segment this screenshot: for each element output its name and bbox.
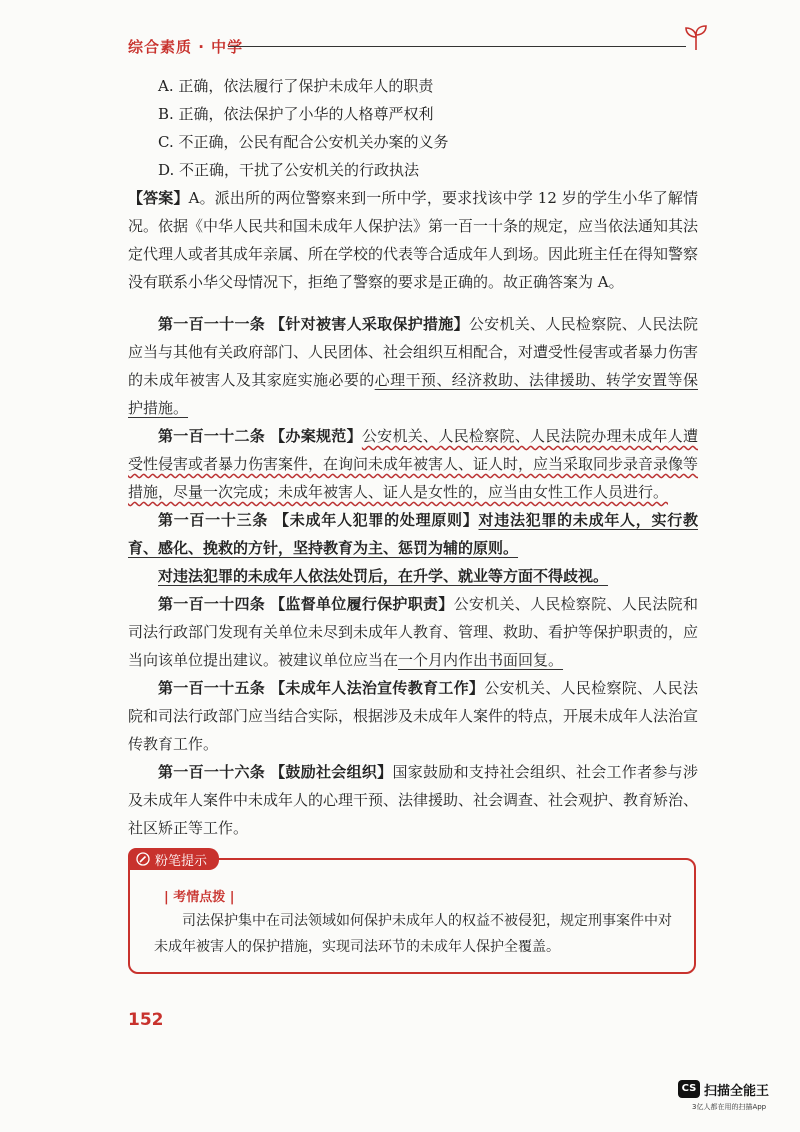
article-highlight: 一个月内作出书面回复。: [398, 651, 564, 669]
article-number: 第一百一十五条: [158, 679, 266, 697]
article-text: 国家鼓励和支持社会组织、社会工作者参与涉及未成年人案件中未成年人的心理干预、法律援助、社会调查、社会观护、教育矫治、社区矫正等工作。: [128, 763, 699, 837]
article-heading: 【针对被害人采取保护措施】: [270, 315, 469, 333]
page-number: 152: [128, 1010, 164, 1030]
article-heading: 【办案规范】: [270, 427, 362, 445]
header-rule: [228, 46, 686, 47]
article-number: 第一百一十一条: [158, 315, 266, 333]
article-number: 第一百一十四条: [158, 595, 266, 613]
cs-logo-icon: CS: [678, 1080, 700, 1098]
article-number: 第一百一十三条: [158, 511, 269, 529]
article-111: [128, 310, 698, 422]
tip-text: 司法保护集中在司法领域如何保护未成年人的权益不被侵犯，规定刑事案件中对未成年被害人的保护措施，实现司法环节的未成年人保护全覆盖。: [154, 913, 672, 955]
answer-paragraph: [128, 184, 698, 296]
tip-box: [128, 853, 696, 974]
page-content: [128, 72, 698, 842]
pencil-icon: [136, 852, 150, 866]
article-highlight: 公安机关、人民检察院、人民法院办理未成年人遭受性侵害或者暴力伤害案件，在询问未成年被害人、证人时，应当采取同步录音录像等措施，尽量一次完成；未成年被害人、证人是女性的，应当由女性工作人员进行。: [128, 427, 699, 501]
page-header: [128, 30, 708, 60]
article-113-extra: [128, 562, 698, 590]
article-115: [128, 674, 698, 758]
article-heading: 【未成年人法治宣传教育工作】: [270, 679, 485, 697]
article-heading: 【监督单位履行保护职责】: [270, 595, 454, 613]
header-title: 综合素质 · 中学: [128, 38, 244, 56]
article-113: [128, 506, 698, 562]
article-114: [128, 590, 698, 674]
watermark-name: 扫描全能王: [704, 1084, 770, 1099]
article-text: 公安机关、人民检察院、人民法院和司法行政部门发现有关单位未尽到未成年人教育、管理、救助、看护等保护职责的，应当向该单位提出建议。被建议单位应当在: [128, 595, 699, 669]
article-number: 第一百一十六条: [158, 763, 266, 781]
article-116: [128, 758, 698, 842]
article-heading: 【未成年人犯罪的处理原则】: [274, 511, 479, 529]
article-text: 公安机关、人民检察院、人民法院和司法行政部门应当结合实际，根据涉及未成年人案件的特点，开展未成年人法治宣传教育工作。: [128, 679, 699, 753]
option-a: A. 正确，依法履行了保护未成年人的职责: [158, 77, 434, 95]
watermark-subtitle: 3亿人都在用的扫描App: [692, 1103, 767, 1111]
article-text: 公安机关、人民检察院、人民法院应当与其他有关政府部门、人民团体、社会组织互相配合，对遭受性侵害或者暴力伤害的未成年被害人及其家庭实施必要的: [128, 315, 699, 389]
article-highlight: 对违法犯罪的未成年人，实行教育、感化、挽救的方针，坚持教育为主、惩罚为辅的原则。: [128, 511, 698, 557]
article-heading: 【鼓励社会组织】: [270, 763, 393, 781]
option-c: C. 不正确，公民有配合公安机关办案的义务: [158, 133, 449, 151]
option-b: B. 正确，依法保护了小华的人格尊严权利: [158, 105, 434, 123]
article-112: [128, 422, 698, 506]
option-d: D. 不正确，干扰了公安机关的行政执法: [158, 161, 420, 179]
article-highlight: 心理干预、经济救助、法律援助、转学安置等保护措施。: [128, 371, 698, 417]
scanner-watermark: [678, 1078, 788, 1126]
article-extra: 对违法犯罪的未成年人依法处罚后，在升学、就业等方面不得歧视。: [158, 567, 609, 585]
tip-tab: [128, 848, 219, 870]
article-number: 第一百一十二条: [158, 427, 266, 445]
tip-heading: | 考情点拨 |: [164, 890, 235, 905]
sprout-icon: [684, 24, 708, 50]
answer-label: 【答案】: [128, 189, 189, 207]
answer-text: A。派出所的两位警察来到一所中学，要求找该中学 12 岁的学生小华了解情况。依据《中华人民共和国未成年人保护法》第一百一十条的规定，应当依法通知其法定代理人或者其成年亲属、所在学校的代表等合适成年人到场。因此班主任在得知警察没有联系小华父母情况下，拒绝了警察的要求是正确的。故正确答案为 A。: [128, 189, 699, 291]
tip-tab-label: 粉笔提示: [155, 853, 208, 869]
